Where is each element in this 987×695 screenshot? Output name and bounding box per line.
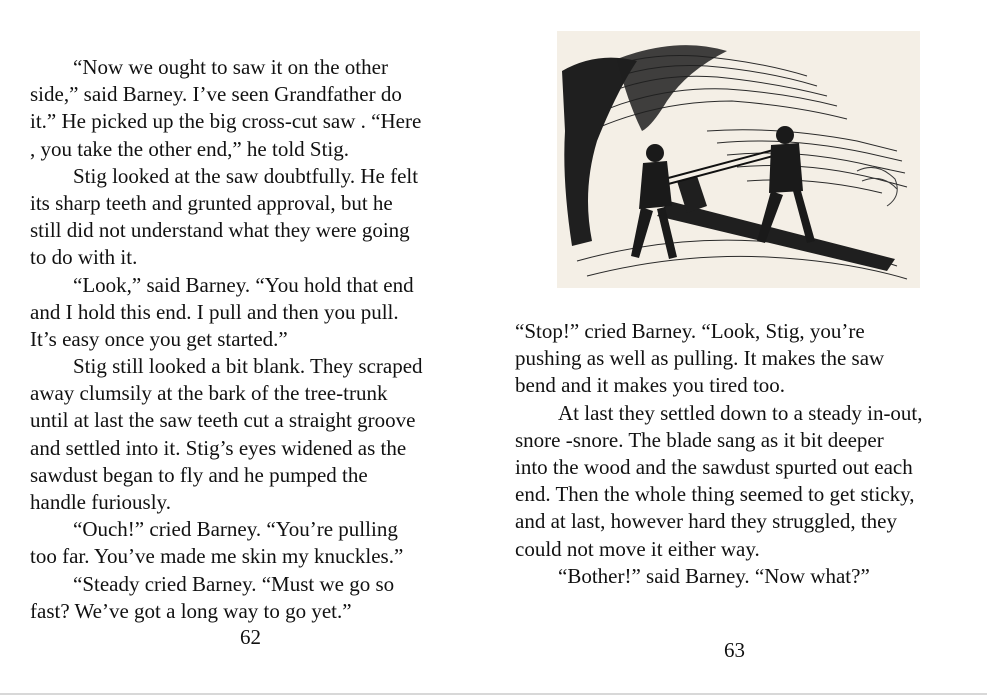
right-page-text	[515, 318, 923, 590]
text-line: It’s easy once you get started.”	[30, 326, 288, 351]
text-line: “Steady cried Barney. “Must we go so	[73, 571, 395, 596]
text-line: pushing as well as pulling. It makes the saw	[515, 346, 885, 371]
text-line: bend and it makes you tired too.	[515, 373, 786, 398]
text-line: “Bother!” said Barney. “Now what?”	[558, 563, 870, 588]
text-line: too far. You’ve made me skin my knuckles.”	[30, 544, 404, 569]
illustration-two-boys-sawing-log-icon	[557, 31, 920, 288]
text-line: handle furiously.	[30, 490, 171, 514]
text-line: could not move it either way.	[515, 536, 760, 561]
text-line: to do with it.	[30, 245, 138, 270]
text-line: Stig looked at the saw doubtfully. He felt	[73, 163, 419, 188]
text-line: until at last the saw teeth cut a straight groove	[30, 408, 416, 433]
text-line: At last they settled down to a steady in-out,	[558, 400, 923, 425]
page-number-right: 63	[724, 638, 745, 662]
text-line: and at last, however hard they struggled, they	[515, 509, 897, 534]
left-page-text	[30, 54, 423, 625]
text-line: it.” He picked up the big cross-cut saw . “Here	[30, 109, 422, 134]
text-line: Stig still looked a bit blank. They scraped	[73, 354, 423, 379]
page-number-left: 62	[240, 625, 261, 649]
text-line: “Stop!” cried Barney. “Look, Stig, you’re	[515, 319, 865, 343]
text-line: side,” said Barney. I’ve seen Grandfather do	[30, 82, 402, 107]
text-line: end. Then the whole thing seemed to get sticky,	[515, 482, 915, 507]
text-line: “Now we ought to saw it on the other	[73, 55, 388, 79]
text-line: away clumsily at the bark of the tree-trunk	[30, 381, 388, 406]
text-line: snore -snore. The blade sang as it bit deeper	[515, 427, 884, 452]
text-line: its sharp teeth and grunted approval, but he	[30, 190, 393, 215]
text-line: , you take the other end,” he told Stig.	[30, 136, 350, 161]
text-line: and settled into it. Stig’s eyes widened as the	[30, 435, 407, 460]
text-line: and I hold this end. I pull and then you pull.	[30, 299, 399, 324]
text-line: still did not understand what they were going	[30, 218, 410, 243]
text-line: “Look,” said Barney. “You hold that end	[73, 272, 414, 297]
right-page	[493, 0, 987, 695]
left-page	[0, 0, 493, 695]
text-line: fast? We’ve got a long way to go yet.”	[30, 598, 352, 623]
text-line: into the wood and the sawdust spurted out each	[515, 454, 913, 479]
text-line: “Ouch!” cried Barney. “You’re pulling	[73, 517, 398, 542]
text-line: sawdust began to fly and he pumped the	[30, 462, 368, 487]
